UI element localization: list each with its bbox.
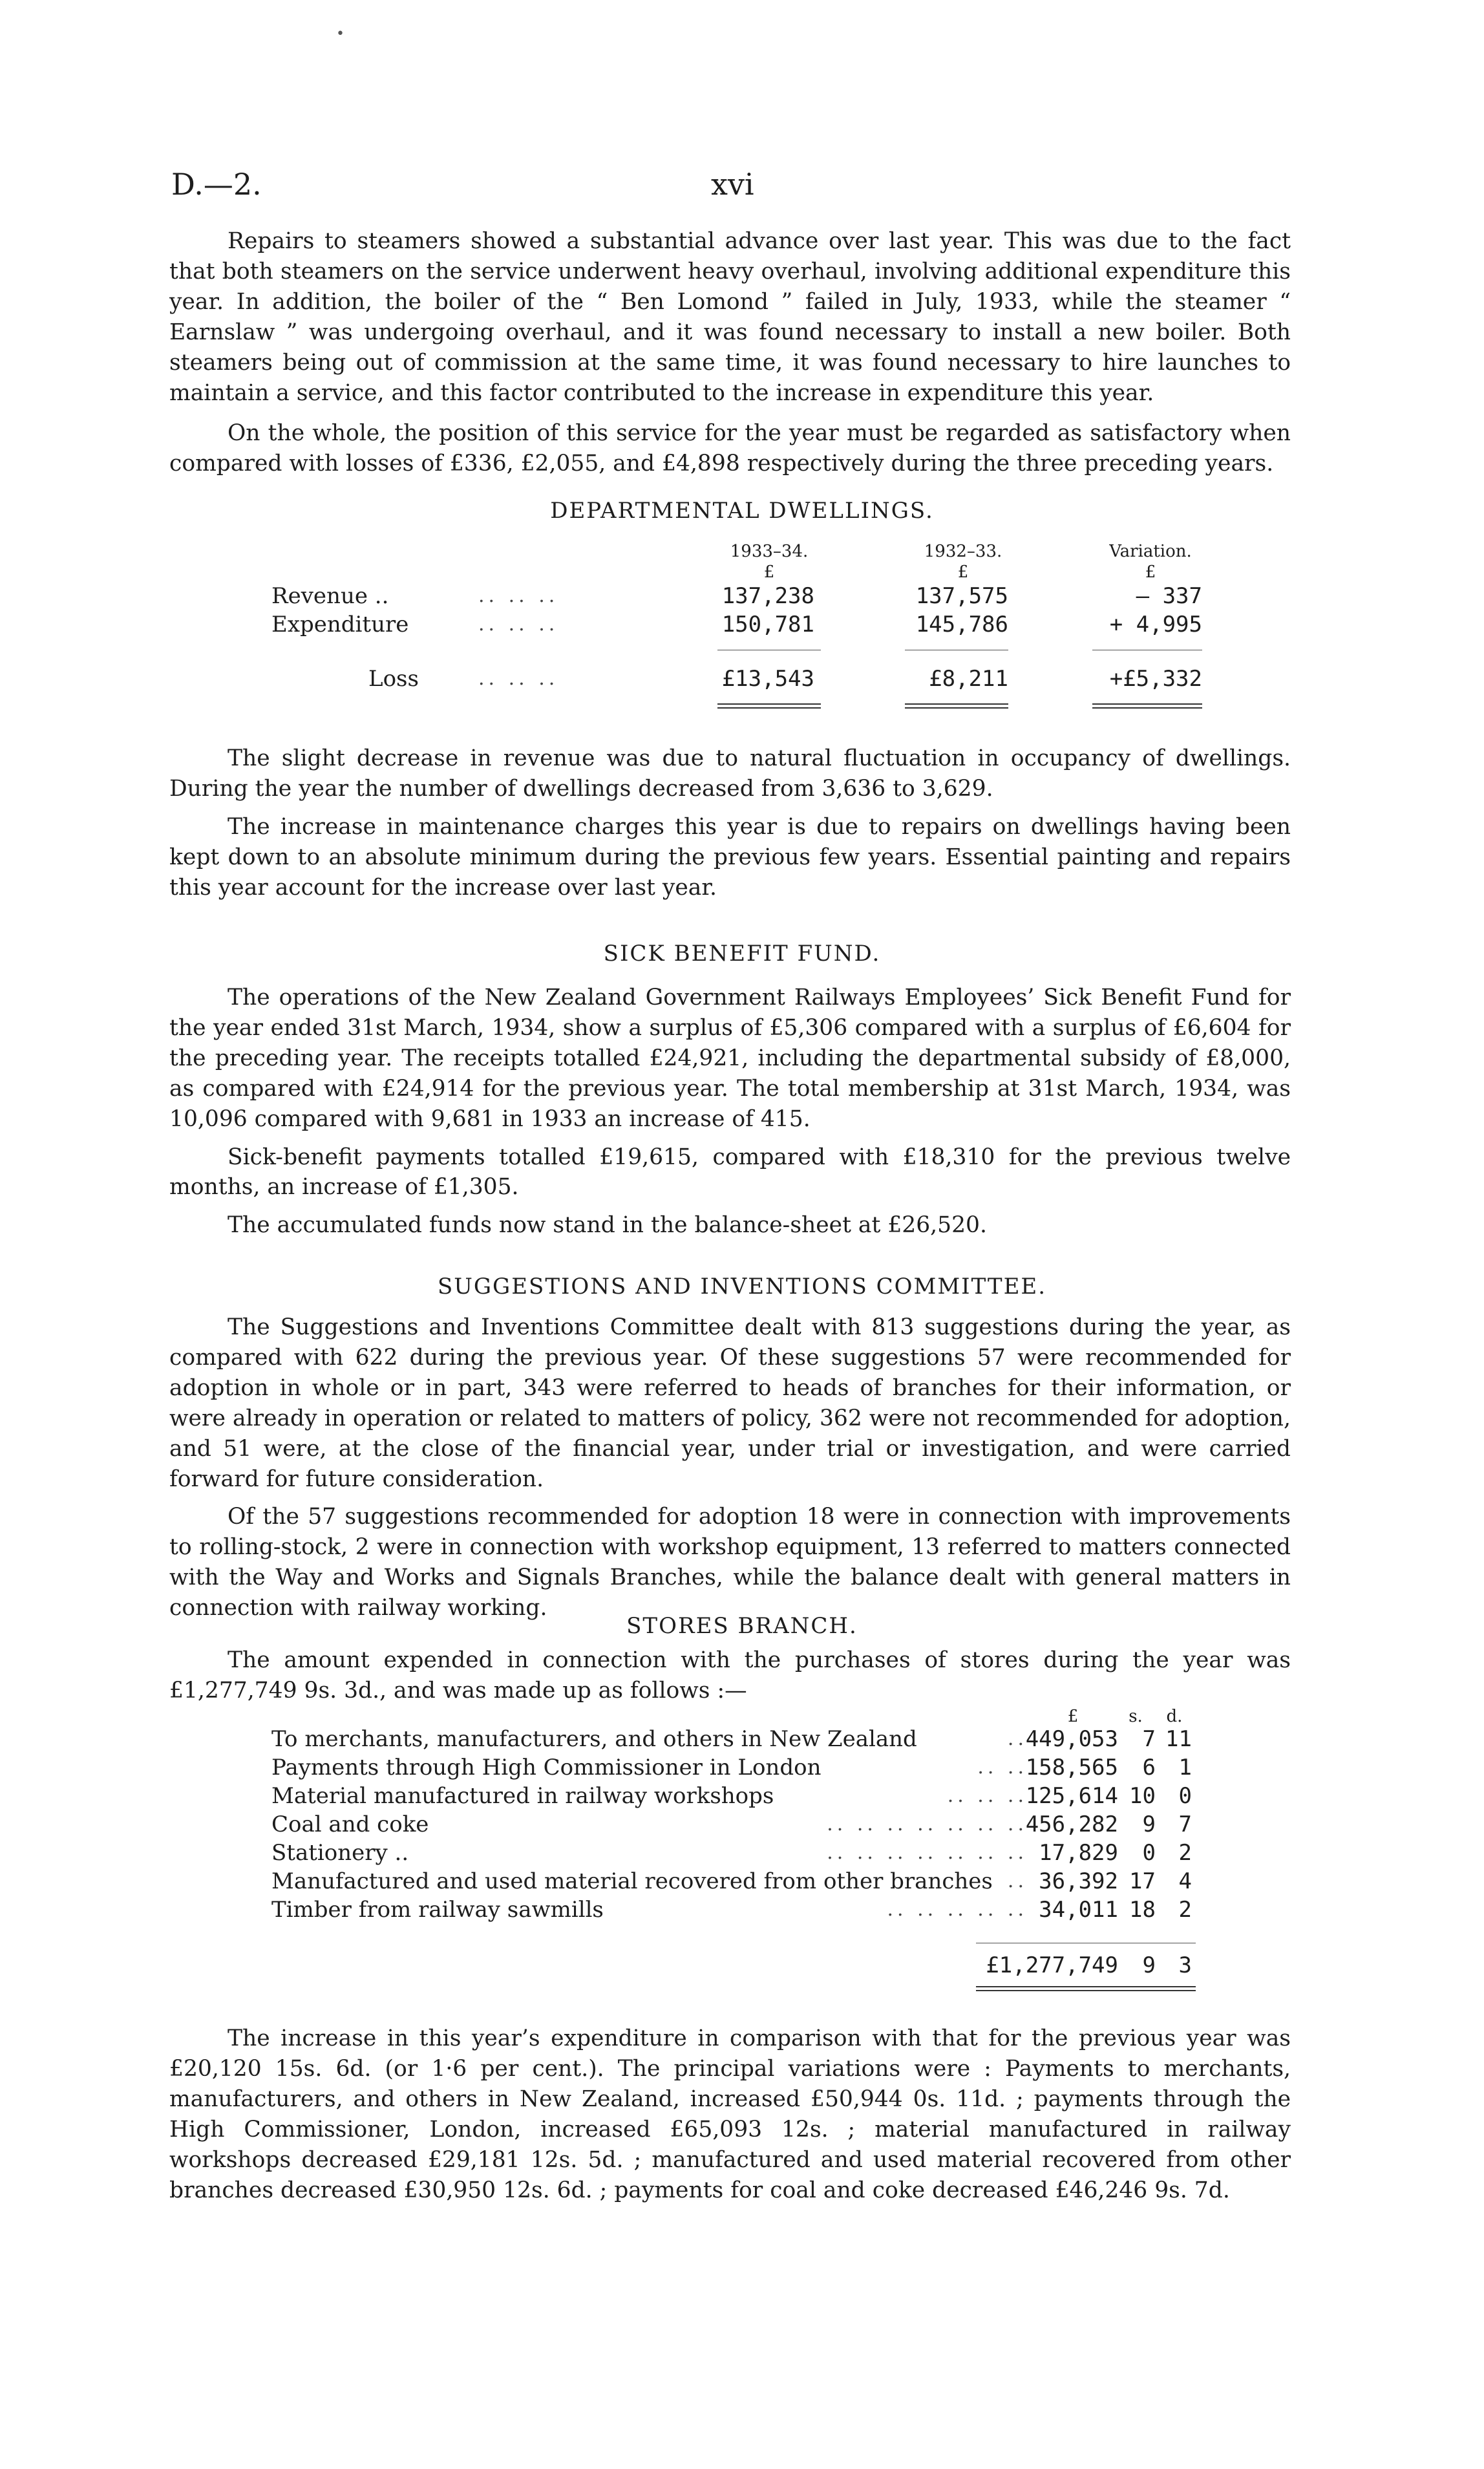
column-header: Variation. bbox=[1109, 542, 1192, 561]
paragraph: The operations of the New Zealand Government Railways Employees’ Sick Benefit Fund for the year ended 31st March, 1934, show a surplus of £5,306 compared with a surplus of £6,604 for the preceding year. The receipts totalled £24,921, including the departmental subsidy of £8,000, as compared with £24,914 for the previous year. The total membership at 31st March, 1934, was 10,096 compared with 9,681 in 1933 an increase of 415. bbox=[169, 985, 1291, 1132]
stores-row-pence: 2 bbox=[1178, 1840, 1192, 1866]
section-heading-suggestions: SUGGESTIONS AND INVENTIONS COMMITTEE. bbox=[437, 1274, 1047, 1299]
stores-row-pence: 11 bbox=[1165, 1726, 1192, 1752]
paragraph: Of the 57 suggestions recommended for adoption 18 were in connection with improvements to rolling-stock, 2 were in connection with workshop equipment, 13 referred to matters connected with the Way and Works and Signals Branches, while the balance dealt with general matters in connection with railway working. bbox=[169, 1504, 1291, 1621]
total-rule bbox=[717, 703, 821, 705]
stores-row-label: Coal and coke bbox=[271, 1812, 429, 1837]
paragraph: The amount expended in connection with the purchases of stores during the year was £1,277,749 9s. 3d., and was made up as follows :— bbox=[169, 1647, 1291, 1704]
total-rule bbox=[905, 703, 1008, 705]
section-heading-sick-fund: SICK BENEFIT FUND. bbox=[603, 941, 881, 967]
total-rule bbox=[976, 1990, 1196, 1991]
stores-row-pence: 0 bbox=[1178, 1783, 1192, 1809]
paragraph: The Suggestions and Inventions Committee dealt with 813 suggestions during the year, as compared with 622 during the previous year. Of these suggestions 57 were recommended for adoption in whole or in part, 343 were referred to heads of branches for their information, or were already in operation or related to matters of policy, 362 were not recommended for adoption, and 51 were, at the close of the financial year, under trial or investigation, and were carried forward for future consideration. bbox=[169, 1314, 1291, 1492]
column-header: 1933–34. bbox=[730, 542, 809, 561]
stores-row-label: Payments through High Commissioner in London bbox=[271, 1755, 822, 1780]
value-1933: 150,781 bbox=[721, 612, 814, 637]
section-heading-dwellings: DEPARTMENTAL DWELLINGS. bbox=[550, 498, 934, 524]
stores-total-pounds: £1,277,749 bbox=[986, 1952, 1118, 1978]
unit-header-shillings: s. bbox=[1129, 1707, 1143, 1726]
total-rule bbox=[1092, 707, 1202, 709]
stores-row-pounds: 158,565 bbox=[1025, 1755, 1118, 1780]
stores-row-shillings: 7 bbox=[1142, 1726, 1156, 1752]
stores-row-leader: .. .. .. .. .. .. .. bbox=[827, 1813, 1028, 1835]
stores-row-pence: 4 bbox=[1178, 1868, 1192, 1894]
unit-label: £ bbox=[763, 562, 775, 582]
sick-fund-text bbox=[169, 983, 1291, 1241]
value-1932: 137,575 bbox=[915, 583, 1008, 609]
value-variation: + 4,995 bbox=[1109, 612, 1202, 637]
dwellings-text bbox=[169, 743, 1291, 903]
total-rule bbox=[717, 707, 821, 709]
stores-row-pounds: 125,614 bbox=[1025, 1783, 1118, 1809]
stores-row-pence: 7 bbox=[1178, 1812, 1192, 1837]
stores-row-label: Stationery .. bbox=[271, 1840, 409, 1866]
row-label: Revenue .. bbox=[271, 583, 389, 609]
total-rule bbox=[1092, 703, 1202, 705]
paragraph: On the whole, the position of this service for the year must be regarded as satisfactory when compared with losses of £336, £2,055, and £4,898 respectively during the three preceding years. bbox=[169, 420, 1291, 477]
speck: • bbox=[336, 26, 344, 42]
value-1932: 145,786 bbox=[915, 612, 1008, 637]
stores-row-label: Timber from railway sawmills bbox=[271, 1897, 604, 1923]
section-heading-stores: STORES BRANCH. bbox=[626, 1613, 858, 1639]
total-rule bbox=[976, 1986, 1196, 1987]
stores-row-pounds: 36,392 bbox=[1039, 1868, 1118, 1894]
document-reference: D.—2. bbox=[171, 167, 262, 202]
unit-header-pounds: £ bbox=[1067, 1707, 1079, 1726]
stores-row-leader: .. bbox=[1007, 1727, 1028, 1750]
stores-row-label: To merchants, manufacturers, and others in New Zealand bbox=[271, 1726, 917, 1752]
stores-total-shillings: 9 bbox=[1142, 1952, 1156, 1978]
stores-row-shillings: 10 bbox=[1129, 1783, 1156, 1809]
unit-header-pence: d. bbox=[1166, 1707, 1183, 1726]
stores-row-pence: 1 bbox=[1178, 1755, 1192, 1780]
stores-intro bbox=[169, 1645, 1291, 1706]
total-rule bbox=[905, 707, 1008, 709]
stores-row-pence: 2 bbox=[1178, 1897, 1192, 1923]
stores-row-shillings: 18 bbox=[1129, 1897, 1156, 1923]
suggestions-text bbox=[169, 1312, 1291, 1623]
stores-row-pounds: 34,011 bbox=[1039, 1897, 1118, 1923]
stores-row-leader: .. .. .. .. .. .. .. bbox=[827, 1841, 1028, 1864]
row-leader: .. .. .. bbox=[478, 584, 559, 607]
stores-row-leader: .. .. bbox=[977, 1756, 1028, 1779]
stores-row-leader: .. .. .. .. .. bbox=[887, 1898, 1028, 1921]
paragraph: The accumulated funds now stand in the balance-sheet at £26,520. bbox=[228, 1212, 987, 1239]
row-leader: .. .. .. bbox=[478, 613, 559, 636]
stores-row-leader: .. bbox=[1007, 1870, 1028, 1892]
stores-row-pounds: 17,829 bbox=[1039, 1840, 1118, 1866]
stores-total-pence: 3 bbox=[1178, 1952, 1192, 1978]
paragraph: Repairs to steamers showed a substantial advance over last year. This was due to the fact that both steamers on the service underwent heavy overhaul, involving additional expenditure this year. In addition, the boiler of the “ Ben Lomond ” failed in July, 1933, while the steamer “ Earnslaw ” was undergoing overhaul, and it was found necessary to install a new boiler. Both steamers being out of commission at the same time, it was found necessary to hire launches to maintain a service, and this factor contributed to the increase in expenditure this year. bbox=[169, 228, 1291, 406]
value-variation: — 337 bbox=[1136, 583, 1202, 609]
row-label: Expenditure bbox=[271, 612, 409, 637]
stores-row-label: Manufactured and used material recovered from other branches bbox=[271, 1868, 993, 1894]
paragraph: Sick-benefit payments totalled £19,615, compared with £18,310 for the previous twelve months, an increase of £1,305. bbox=[169, 1144, 1291, 1201]
stores-row-label: Material manufactured in railway workshops bbox=[271, 1783, 774, 1809]
total-1932: £8,211 bbox=[929, 666, 1008, 692]
paragraph: The increase in this year’s expenditure in comparison with that for the previous year was £20,120 15s. 6d. (or 1·6 per cent.). The principal variations were : Payments to merchants, manufacturers, and others in New Zealand, increased £50,944 0s. 11d. ; payments through the High Commissioner, London, increased £65,093 12s. ; material manufactured in railway workshops decreased £29,181 12s. 5d. ; manufactured and used material recovered from other branches decreased £30,950 12s. 6d. ; payments for coal and coke decreased £46,246 9s. 7d. bbox=[169, 2025, 1291, 2203]
value-1933: 137,238 bbox=[721, 583, 814, 609]
intro-section bbox=[169, 226, 1291, 479]
stores-row-pounds: 456,282 bbox=[1025, 1812, 1118, 1837]
page-number: xvi bbox=[711, 167, 754, 202]
stores-row-pounds: 449,053 bbox=[1025, 1726, 1118, 1752]
total-1933: £13,543 bbox=[721, 666, 814, 692]
total-label: Loss bbox=[368, 666, 419, 692]
stores-row-shillings: 0 bbox=[1142, 1840, 1156, 1866]
stores-closing bbox=[169, 2024, 1291, 2205]
total-variation: +£5,332 bbox=[1109, 666, 1202, 692]
stores-row-shillings: 6 bbox=[1142, 1755, 1156, 1780]
stores-row-leader: .. .. .. bbox=[947, 1784, 1028, 1807]
row-leader: .. .. .. bbox=[478, 667, 559, 690]
column-header: 1932–33. bbox=[924, 542, 1002, 561]
stores-row-shillings: 9 bbox=[1142, 1812, 1156, 1837]
paragraph: The increase in maintenance charges this year is due to repairs on dwellings having been kept down to an absolute minimum during the previous few years. Essential painting and repairs this year account for the increase over last year. bbox=[169, 813, 1291, 901]
stores-row-shillings: 17 bbox=[1129, 1868, 1156, 1894]
unit-label: £ bbox=[1145, 562, 1156, 582]
paragraph: The slight decrease in revenue was due to natural fluctuation in occupancy of dwellings. During the year the number of dwellings decreased from 3,636 to 3,629. bbox=[169, 745, 1291, 802]
unit-label: £ bbox=[957, 562, 969, 582]
